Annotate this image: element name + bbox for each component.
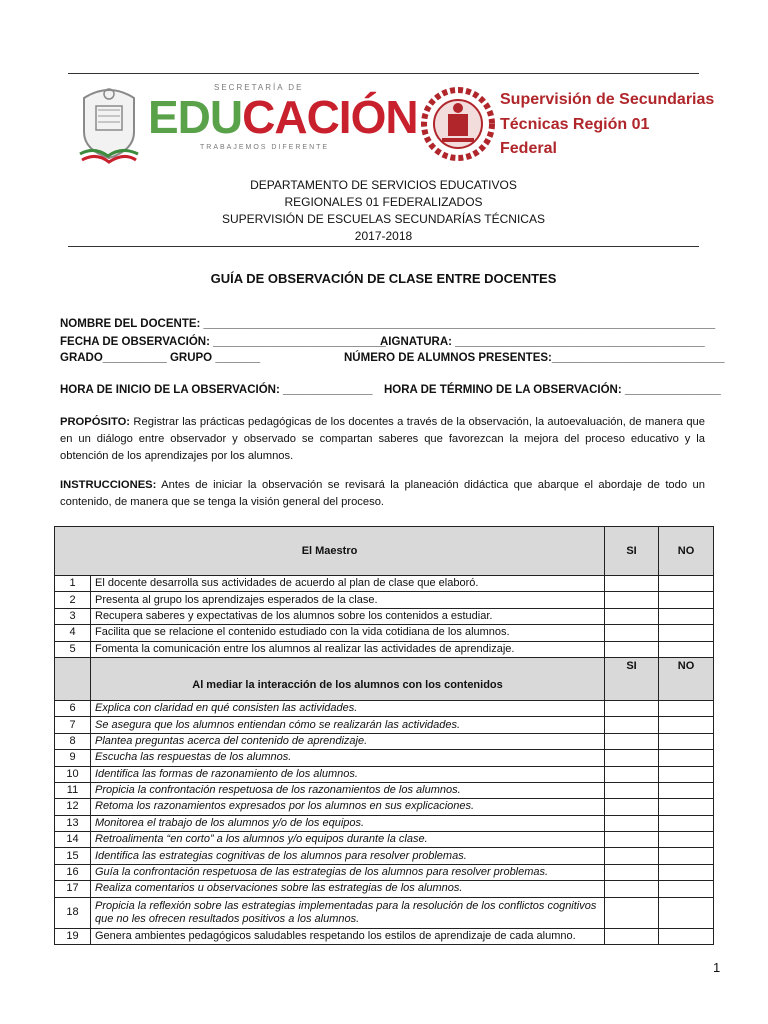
- no-check-cell[interactable]: [659, 928, 714, 944]
- item-number: 9: [55, 750, 91, 766]
- instrucciones-label: INSTRUCCIONES:: [60, 479, 157, 491]
- no-check-cell[interactable]: [659, 832, 714, 848]
- item-text: Identifica las formas de razonamiento de los alumnos.: [91, 766, 605, 782]
- item-text: Genera ambientes pedagógicos saludables respetando los estilos de aprendizaje de cada alumno.: [91, 928, 605, 944]
- table-row: [55, 717, 714, 733]
- supervision-logo-line3: Federal: [500, 140, 557, 157]
- dgest-emblem-logo: [420, 78, 496, 170]
- table-row: [55, 592, 714, 608]
- si-check-cell[interactable]: [605, 928, 659, 944]
- si-check-cell[interactable]: [605, 782, 659, 798]
- item-number: 1: [55, 576, 91, 592]
- grado-grupo-field[interactable]: GRADO__________ GRUPO _______: [60, 352, 261, 364]
- item-number: 6: [55, 700, 91, 716]
- table-row: [55, 641, 714, 657]
- si-check-cell[interactable]: [605, 700, 659, 716]
- table-row: [55, 733, 714, 749]
- no-check-cell[interactable]: [659, 608, 714, 624]
- asignatura-field[interactable]: AIGNATURA: _______________________________________: [380, 336, 705, 348]
- si-check-cell[interactable]: [605, 864, 659, 880]
- instrucciones-text: Antes de iniciar la observación se revisará la planeación didáctica que abarque el abordaje de todo un contenido, de manera que se tenga la visión general del proceso.: [60, 479, 705, 508]
- no-check-cell[interactable]: [659, 625, 714, 641]
- no-check-cell[interactable]: [659, 750, 714, 766]
- section2-header-row: [55, 657, 714, 700]
- si-check-cell[interactable]: [605, 897, 659, 928]
- instrucciones-paragraph: [60, 477, 705, 511]
- item-text: Identifica las estrategias cognitivas de los alumnos para resolver problemas.: [91, 848, 605, 864]
- item-number: 3: [55, 608, 91, 624]
- item-number: 16: [55, 864, 91, 880]
- si-check-cell[interactable]: [605, 608, 659, 624]
- page-title: GUÍA DE OBSERVACIÓN DE CLASE ENTRE DOCENTES: [210, 271, 557, 286]
- table-row: [55, 700, 714, 716]
- item-text: Retoma los razonamientos expresados por los alumnos en sus explicaciones.: [91, 799, 605, 815]
- no-check-cell[interactable]: [659, 815, 714, 831]
- no-check-cell[interactable]: [659, 733, 714, 749]
- item-text: Retroalimenta “en corto” a los alumnos y/o equipos durante la clase.: [91, 832, 605, 848]
- si-check-cell[interactable]: [605, 881, 659, 897]
- table-row: [55, 766, 714, 782]
- no-check-cell[interactable]: [659, 576, 714, 592]
- header-line3: SUPERVISIÓN DE ESCUELAS SECUNDARÍAS TÉCNICAS: [222, 212, 545, 226]
- si-check-cell[interactable]: [605, 799, 659, 815]
- item-text: Fomenta la comunicación entre los alumnos al realizar las actividades de aprendizaje.: [91, 641, 605, 657]
- table-row: [55, 625, 714, 641]
- item-text: Escucha las respuestas de los alumnos.: [91, 750, 605, 766]
- header-year: 2017-2018: [354, 229, 413, 243]
- si-check-cell[interactable]: [605, 625, 659, 641]
- fecha-field[interactable]: FECHA DE OBSERVACIÓN: ___________________________: [60, 336, 386, 348]
- item-text: Propicia la confrontación respetuosa de los razonamientos de los alumnos.: [91, 782, 605, 798]
- table-row: [55, 848, 714, 864]
- item-number: 2: [55, 592, 91, 608]
- table-row: [55, 928, 714, 944]
- si-check-cell[interactable]: [605, 733, 659, 749]
- section1-header-row: [55, 527, 714, 576]
- top-rule: [68, 73, 699, 74]
- table-row: [55, 608, 714, 624]
- no-check-cell[interactable]: [659, 848, 714, 864]
- header-line1: DEPARTAMENTO DE SERVICIOS EDUCATIVOS: [250, 178, 517, 192]
- header-rule: [68, 246, 699, 247]
- no-check-cell[interactable]: [659, 799, 714, 815]
- item-text: Se asegura que los alumnos entiendan cómo se realizarán las actividades.: [91, 717, 605, 733]
- hora-inicio-field[interactable]: HORA DE INICIO DE LA OBSERVACIÓN: ______________: [60, 384, 373, 396]
- education-logo-word: EDUCACIÓN: [148, 91, 418, 143]
- no-check-cell[interactable]: [659, 864, 714, 880]
- item-number: 19: [55, 928, 91, 944]
- item-number: 11: [55, 782, 91, 798]
- item-number: 4: [55, 625, 91, 641]
- si-check-cell[interactable]: [605, 832, 659, 848]
- alumnos-field[interactable]: NÚMERO DE ALUMNOS PRESENTES:___________________________: [344, 352, 725, 364]
- table-row: [55, 750, 714, 766]
- item-number: 13: [55, 815, 91, 831]
- proposito-paragraph: [60, 414, 705, 465]
- table-row: [55, 832, 714, 848]
- item-number: 5: [55, 641, 91, 657]
- table-row: [55, 897, 714, 928]
- education-logo-top-text: SECRETARÍA DE: [214, 83, 304, 92]
- header-line2: REGIONALES 01 FEDERALIZADOS: [284, 195, 483, 209]
- education-logo-tagline: TRABAJEMOS DIFERENTE: [200, 144, 330, 151]
- si-check-cell[interactable]: [605, 848, 659, 864]
- item-text: Facilita que se relacione el contenido estudiado con la vida cotidiana de los alumnos.: [91, 625, 605, 641]
- item-text: Presenta al grupo los aprendizajes esperados de la clase.: [91, 592, 605, 608]
- table-row: [55, 881, 714, 897]
- item-number: 17: [55, 881, 91, 897]
- supervision-logo-line1: Supervisión de Secundarias: [500, 91, 715, 108]
- no-header: NO: [659, 527, 714, 576]
- no-check-cell[interactable]: [659, 897, 714, 928]
- item-number: 14: [55, 832, 91, 848]
- table-row: [55, 815, 714, 831]
- no-check-cell[interactable]: [659, 700, 714, 716]
- no-check-cell[interactable]: [659, 641, 714, 657]
- table-row: [55, 799, 714, 815]
- no-check-cell[interactable]: [659, 592, 714, 608]
- item-text: El docente desarrolla sus actividades de acuerdo al plan de clase que elaboró.: [91, 576, 605, 592]
- blank-cell: [55, 657, 91, 700]
- section2-header: Al mediar la interacción de los alumnos con los contenidos: [91, 657, 605, 700]
- si-check-cell[interactable]: [605, 641, 659, 657]
- proposito-label: PROPÓSITO:: [60, 416, 131, 428]
- hora-termino-field[interactable]: HORA DE TÉRMINO DE LA OBSERVACIÓN: _______________: [384, 384, 721, 396]
- section1-header: El Maestro: [55, 527, 605, 576]
- table-row: [55, 864, 714, 880]
- no-check-cell[interactable]: [659, 782, 714, 798]
- item-text: Monitorea el trabajo de los alumnos y/o de los equipos.: [91, 815, 605, 831]
- si-check-cell[interactable]: [605, 592, 659, 608]
- item-text: Guía la confrontación respetuosa de las estrategias de los alumnos para resolver problemas.: [91, 864, 605, 880]
- si-header-2: SI: [605, 657, 659, 700]
- docente-field[interactable]: NOMBRE DEL DOCENTE: ________________________________________________________________________________: [60, 318, 716, 330]
- no-check-cell[interactable]: [659, 717, 714, 733]
- si-header: SI: [605, 527, 659, 576]
- item-number: 7: [55, 717, 91, 733]
- item-text: Explica con claridad en qué consisten las actividades.: [91, 700, 605, 716]
- si-check-cell[interactable]: [605, 576, 659, 592]
- no-header-2: NO: [659, 657, 714, 700]
- si-check-cell[interactable]: [605, 815, 659, 831]
- item-text: Propicia la reflexión sobre las estrategias implementadas para la resolución de los conflictos cognitivos que no les ofrecen resultados positivos a los alumnos.: [91, 897, 605, 928]
- proposito-text: Registrar las prácticas pedagógicas de los docentes a través de la observación, la autoevaluación, de manera que en un diálogo entre observador y observado se compartan saberes que favorezcan la mejora del proceso educativo y la obtención de los aprendizajes por los alumnos.: [60, 416, 705, 462]
- state-seal-logo: [78, 80, 140, 164]
- item-number: 15: [55, 848, 91, 864]
- item-text: Realiza comentarios u observaciones sobre las estrategias de los alumnos.: [91, 881, 605, 897]
- no-check-cell[interactable]: [659, 766, 714, 782]
- item-number: 8: [55, 733, 91, 749]
- item-text: Recupera saberes y expectativas de los alumnos sobre los contenidos a estudiar.: [91, 608, 605, 624]
- supervision-logo-line2: Técnicas Región 01: [500, 116, 650, 133]
- observation-table: [54, 526, 714, 945]
- item-text: Plantea preguntas acerca del contenido de aprendizaje.: [91, 733, 605, 749]
- si-check-cell[interactable]: [605, 766, 659, 782]
- si-check-cell[interactable]: [605, 717, 659, 733]
- item-number: 10: [55, 766, 91, 782]
- no-check-cell[interactable]: [659, 881, 714, 897]
- table-row: [55, 576, 714, 592]
- item-number: 12: [55, 799, 91, 815]
- item-number: 18: [55, 897, 91, 928]
- table-row: [55, 782, 714, 798]
- si-check-cell[interactable]: [605, 750, 659, 766]
- page-number: 1: [713, 960, 721, 975]
